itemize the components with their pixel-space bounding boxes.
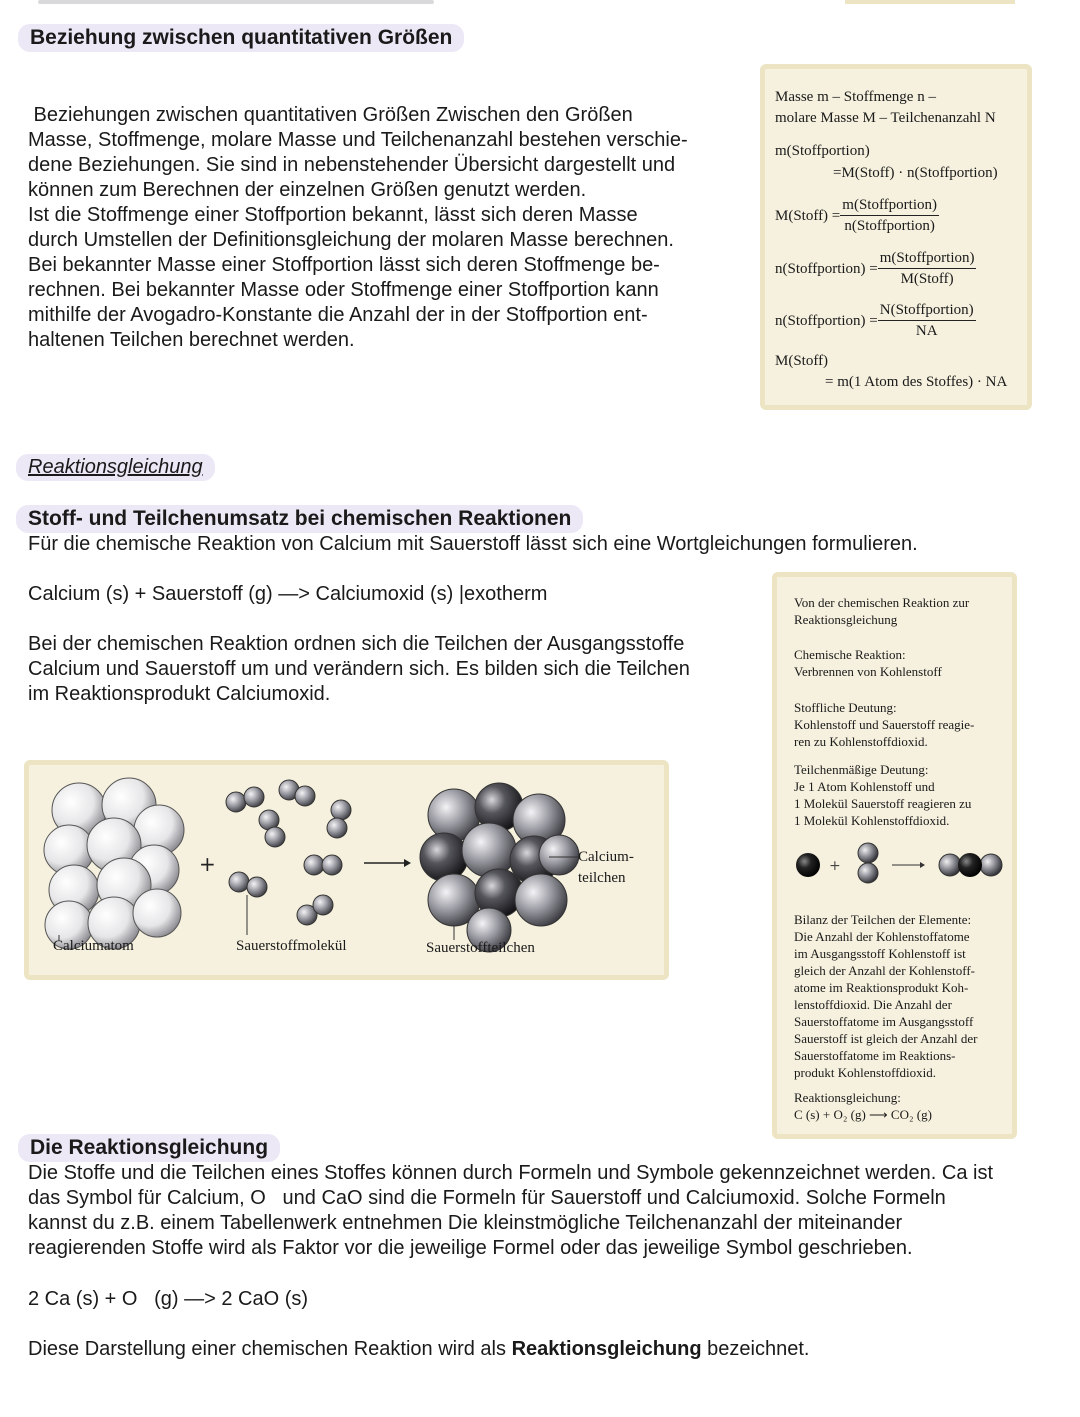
infobox-equation-formula: C (s) + O₂ (g) ⟶ CO₂ (g) (794, 1107, 932, 1122)
paragraph-line: durch Umstellen der Definitionsgleichung der molaren Masse berechnen. (28, 229, 674, 251)
infobox-line: Kohlenstoff und Sauerstoff reagie- (794, 717, 975, 732)
infobox-line: Sauerstoff ist gleich der Anzahl der (794, 1031, 978, 1046)
formula-box-title-1: Masse m – Stoffmenge n – (775, 89, 936, 105)
topic-tag-reaction-equation: Reaktionsgleichung (16, 454, 215, 481)
infobox-equation (794, 1089, 932, 1123)
formula-amount-num: m(Stoffportion) (878, 248, 977, 269)
formula-avogadro-lhs: M(Stoff) (775, 353, 829, 369)
carbon-combustion-diagram (792, 839, 1007, 889)
top-divider-box (845, 0, 1015, 4)
infobox-line: Bilanz der Teilchen der Elemente: (794, 912, 972, 927)
formula-molar-mass-den: n(Stoffportion) (844, 218, 935, 234)
formula-molar-mass-num: m(Stoffportion) (840, 195, 939, 216)
section-heading-quantities: Beziehung zwischen quantitativen Größen (18, 24, 464, 52)
infobox-line: gleich der Anzahl der Kohlenstoff- (794, 963, 975, 978)
formula-box-title-2: molare Masse M – Teilchenanzahl N (775, 110, 996, 126)
label-calcium-atom: Calciumatom (53, 938, 134, 954)
infobox-balance (794, 911, 978, 1081)
infobox-line: Die Anzahl der Kohlenstoffatome (794, 929, 970, 944)
infobox-line: Sauerstoffatome im Ausgangsstoff (794, 1014, 974, 1029)
oxygen-molecules (226, 780, 351, 925)
formula-mass-rhs: =M(Stoff) · n(Stoffportion) (833, 165, 998, 181)
reaction-illustration (24, 760, 669, 980)
paragraph-line: Calcium und Sauerstoff um und verändern sich. Es bilden sich die Teilchen (28, 658, 690, 680)
formula-box (760, 64, 1032, 410)
calcium-equation: 2 Ca (s) + O (g) —> 2 CaO (s) (28, 1288, 309, 1310)
infobox-reaction (794, 646, 942, 680)
calcium-lattice (44, 778, 184, 949)
turnover-paragraph (28, 632, 748, 707)
paragraph-line: im Reaktionsprodukt Calciumoxid. (28, 683, 331, 705)
infobox-line: 1 Molekül Sauerstoff reagieren zu (794, 796, 972, 811)
label-calcium-particles-line: Calcium- (578, 849, 634, 865)
reaction-equation-paragraph (28, 1161, 1068, 1261)
conclusion-text: Diese Darstellung einer chemischen Reaktion wird als (28, 1338, 512, 1360)
paragraph-line: mithilfe der Avogadro-Konstante die Anzahl der in der Stoffportion ent- (28, 304, 648, 326)
formula-count-den: NA (915, 323, 938, 339)
formula-avogadro-rhs: = m(1 Atom des Stoffes) · NA (825, 374, 1008, 390)
formula-molar-mass (775, 195, 939, 236)
infobox-line: im Ausgangsstoff Kohlenstoff ist (794, 946, 966, 961)
formula-count-lhs: n(Stoffportion) = (775, 312, 878, 329)
paragraph-line: das Symbol für Calcium, O und CaO sind die Formeln für Sauerstoff und Calciumoxid. Solche Formeln (28, 1187, 946, 1209)
paragraph-line: Masse, Stoffmenge, molare Masse und Teilchenanzahl bestehen verschie- (28, 129, 688, 151)
formula-molar-mass-lhs: M(Stoff) = (775, 207, 841, 224)
section-heading-reaction-equation: Die Reaktionsgleichung (18, 1134, 280, 1162)
paragraph-line: rechnen. Bei bekannter Masse oder Stoffmenge einer Stoffportion kann (28, 279, 659, 301)
conclusion-text-end: bezeichnet. (701, 1338, 810, 1360)
infobox-line: ren zu Kohlenstoffdioxid. (794, 734, 928, 749)
diagram-plus: + (199, 852, 216, 876)
infobox-line: lenstoffdioxid. Die Anzahl der (794, 997, 952, 1012)
paragraph-line: Die Stoffe und die Teilchen eines Stoffes können durch Formeln und Symbole gekennzeichnet werden. Ca ist (28, 1162, 994, 1184)
infobox-particle-interpretation (794, 761, 971, 829)
label-calcium-particles (578, 847, 634, 889)
paragraph-line: können zum Berechnen der einzelnen Größen genutzt werden. (28, 179, 587, 201)
formula-count-num: N(Stoffportion) (878, 300, 976, 321)
formula-amount-from-count (775, 300, 976, 341)
paragraph-line: reagierenden Stoffe wird als Faktor vor die jeweilige Formel oder das jeweilige Symbol geschrieben. (28, 1237, 913, 1259)
infobox-title-line: Reaktionsgleichung (794, 612, 898, 627)
infobox-title (794, 594, 969, 628)
label-oxygen-particles: Sauerstoffteilchen (426, 940, 535, 956)
formula-amount-from-mass (775, 248, 976, 289)
infobox-line: Chemische Reaktion: (794, 647, 906, 662)
paragraph-line: haltenen Teilchen berechnet werden. (28, 329, 355, 351)
paragraph-line: Bei bekannter Masse einer Stoffportion lässt sich deren Stoffmenge be- (28, 254, 660, 276)
reaction-equation-infobox (772, 572, 1017, 1139)
infobox-equation-label: Reaktionsgleichung: (794, 1090, 901, 1105)
infobox-title-line: Von der chemischen Reaktion zur (794, 595, 970, 610)
infobox-line: Sauerstoffatome im Reaktions- (794, 1048, 956, 1063)
infobox-line: produkt Kohlenstoffdioxid. (794, 1065, 937, 1080)
paragraph-line: dene Beziehungen. Sie sind in nebenstehender Übersicht dargestellt und (28, 154, 676, 176)
section-heading-turnover: Stoff- und Teilchenumsatz bei chemischen Reaktionen (16, 505, 583, 533)
infobox-line: Je 1 Atom Kohlenstoff und (794, 779, 935, 794)
turnover-intro: Für die chemische Reaktion von Calcium mit Sauerstoff lässt sich eine Wortgleichungen formulieren. (28, 533, 918, 555)
infobox-line: 1 Molekül Kohlenstoffdioxid. (794, 813, 950, 828)
infobox-line: Teilchenmäßige Deutung: (794, 762, 929, 777)
paragraph-line: kannst du z.B. einem Tabellenwerk entnehmen Die kleinstmögliche Teilchenanzahl der miteinander (28, 1212, 903, 1234)
infobox-line: atome im Reaktionsprodukt Koh- (794, 980, 969, 995)
infobox-plus: + (829, 858, 841, 874)
paragraph-line: Beziehungen zwischen quantitativen Größen Zwischen den Größen (28, 104, 633, 126)
conclusion-term: Reaktionsgleichung (511, 1338, 702, 1360)
formula-amount-den: M(Stoff) (900, 271, 954, 287)
label-calcium-particles-line: teilchen (578, 870, 626, 886)
infobox-material-interpretation (794, 699, 974, 750)
calcium-oxide-lattice (420, 783, 579, 952)
paragraph-line: Bei der chemischen Reaktion ordnen sich die Teilchen der Ausgangsstoffe (28, 633, 685, 655)
infobox-line: Verbrennen von Kohlenstoff (794, 664, 942, 679)
top-divider (38, 0, 434, 4)
conclusion-sentence (28, 1337, 809, 1362)
word-equation: Calcium (s) + Sauerstoff (g) —> Calciumoxid (s) |exotherm (28, 583, 548, 605)
paragraph-line: Ist die Stoffmenge einer Stoffportion bekannt, lässt sich deren Masse (28, 204, 638, 226)
formula-mass-lhs: m(Stoffportion) (775, 143, 870, 159)
formula-amount-lhs: n(Stoffportion) = (775, 260, 878, 277)
quantities-paragraph (28, 103, 748, 353)
label-oxygen-molecule: Sauerstoffmolekül (236, 938, 347, 954)
infobox-line: Stoffliche Deutung: (794, 700, 897, 715)
